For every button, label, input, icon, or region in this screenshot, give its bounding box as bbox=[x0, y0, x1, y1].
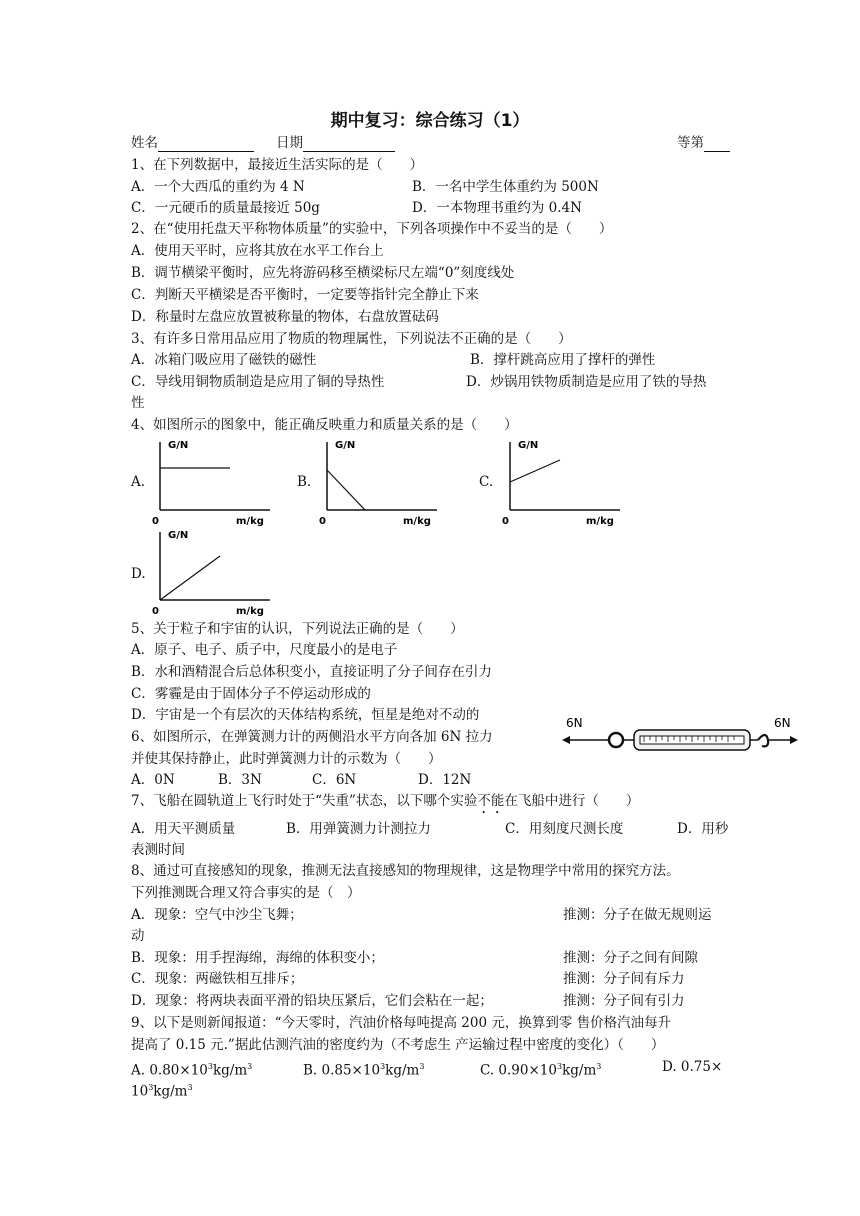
q6-option-c: C．6N bbox=[312, 772, 357, 788]
q7-stem bbox=[131, 792, 639, 817]
q8-option-b-inference: 推测：分子之间有间隙 bbox=[563, 950, 698, 966]
y-axis-label: G/N bbox=[168, 440, 189, 451]
q8-stem-line1: 8、通过可直接感知的现象，推测无法直接感知的物理规律，这是物理学中常用的探究方法。 bbox=[131, 863, 680, 879]
spring-scale-figure bbox=[560, 712, 800, 762]
name-label: 姓名 bbox=[131, 135, 158, 151]
q4-letter-d: D. bbox=[131, 566, 146, 582]
origin-label: 0 bbox=[152, 516, 159, 526]
q7-option-c: C．用刻度尺测长度 bbox=[505, 821, 624, 837]
q7-option-b: B．用弹簧测力计测拉力 bbox=[286, 821, 431, 837]
q4-graph-b bbox=[317, 432, 443, 526]
y-axis-label: G/N bbox=[335, 440, 356, 451]
q2-option-d: D．称量时左盘应放置被称量的物体，右盘放置砝码 bbox=[131, 309, 439, 325]
q9-stem-line2: 提高了 0.15 元.”据此估测汽油的密度约为（不考虑生 产运输过程中密度的变化）（ ） bbox=[131, 1037, 665, 1053]
origin-label: 0 bbox=[152, 606, 159, 616]
q3-option-a: A．冰箱门吸应用了磁铁的磁性 bbox=[131, 352, 317, 368]
q1-option-a: A．一个大西瓜的重约为 4 N bbox=[131, 179, 305, 195]
q4-letter-c: C. bbox=[479, 474, 494, 490]
q2-option-b: B．调节横梁平衡时，应先将游码移至横梁标尺左端“0”刻度线处 bbox=[131, 265, 515, 281]
q5-option-d: D．宇宙是一个有层次的天体结构系统，恒星是绝对不动的 bbox=[131, 707, 480, 723]
q1-option-c: C．一元硬币的质量最接近 50g bbox=[131, 200, 320, 216]
q9-stem-line1: 9、以下是则新闻报道：“今天零时，汽油价格每吨提高 200 元，换算到零 售价格汽油每升 bbox=[131, 1015, 672, 1031]
grade-blank[interactable] bbox=[704, 137, 730, 152]
q7-stem-emphasis: 不能 bbox=[477, 793, 505, 809]
q5-option-b: B．水和酒精混合后总体积变小，直接证明了分子间存在引力 bbox=[131, 664, 492, 680]
y-axis-label: G/N bbox=[518, 440, 539, 451]
q3-option-d: D．炒锅用铁物质制造是应用了铁的导热 bbox=[466, 374, 707, 390]
q7-stem-pre: 7、飞船在圆轨道上飞行时处于“失重”状态，以下哪个实验 bbox=[131, 793, 478, 809]
q2-option-c: C．判断天平横梁是否平衡时，一定要等指针完全静止下来 bbox=[131, 287, 479, 303]
q6-option-b: B．3N bbox=[218, 772, 262, 788]
q7-option-d-cont: 表测时间 bbox=[131, 842, 185, 858]
force-left-label: 6N bbox=[566, 716, 583, 730]
header-row bbox=[131, 134, 254, 152]
force-right-label: 6N bbox=[774, 716, 791, 730]
x-axis-label: m/kg bbox=[236, 516, 264, 526]
q8-option-b: B．现象：用手捏海绵，海绵的体积变小； bbox=[131, 950, 384, 966]
q1-stem: 1、在下列数据中，最接近生活实际的是（ ） bbox=[131, 157, 424, 173]
right-arrow-icon bbox=[790, 736, 798, 744]
q2-option-a: A．使用天平时，应将其放在水平工作台上 bbox=[131, 243, 384, 259]
x-axis-label: m/kg bbox=[586, 516, 614, 526]
q4-letter-b: B. bbox=[297, 474, 312, 490]
q3-stem: 3、有许多日常用品应用了物质的物理属性，下列说法不正确的是（ ） bbox=[131, 331, 572, 347]
q4-stem: 4、如图所示的图象中，能正确反映重力和质量关系的是（ ） bbox=[131, 417, 518, 433]
q5-option-a: A．原子、电子、质子中，尺度最小的是电子 bbox=[131, 642, 398, 658]
q9-option-a: A. $0.80\times 10^3kg/m^3$ bbox=[131, 1062, 253, 1079]
x-axis-label: m/kg bbox=[403, 516, 431, 526]
q6-stem-line1: 6、如图所示，在弹簧测力计的两侧沿水平方向各加 6N 拉力 bbox=[131, 729, 493, 745]
q6-option-a: A．0N bbox=[131, 772, 175, 788]
q8-option-c: C．现象：两磁铁相互排斥； bbox=[131, 971, 304, 987]
q5-stem: 5、关于粒子和宇宙的认识，下列说法正确的是（ ） bbox=[131, 621, 464, 637]
graph-line bbox=[327, 470, 365, 510]
q4-graph-d bbox=[150, 522, 276, 616]
q8-option-a: A．现象：空气中沙尘飞舞； bbox=[131, 907, 303, 923]
grade-field bbox=[677, 134, 730, 152]
date-label: 日期 bbox=[276, 135, 303, 151]
left-arrow-icon bbox=[562, 736, 570, 744]
q9-option-c: C. $0.90\times 10^3kg/m^3$ bbox=[480, 1062, 602, 1079]
q5-option-c: C．雾霾是由于固体分子不停运动形成的 bbox=[131, 686, 371, 702]
q9-option-d-cont: $10^3kg/m^3$ bbox=[131, 1083, 193, 1100]
q8-option-c-inference: 推测：分子间有斥力 bbox=[563, 971, 685, 987]
q1-option-b: B．一名中学生体重约为 500N bbox=[412, 179, 599, 195]
q8-option-a-cont: 动 bbox=[131, 928, 145, 944]
q7-stem-post: 在飞船中进行（ ） bbox=[504, 793, 640, 809]
origin-label: 0 bbox=[502, 516, 509, 526]
q9-option-d: D. 0.75× bbox=[662, 1059, 723, 1075]
date-field bbox=[276, 134, 395, 152]
q3-option-c: C．导线用铜物质制造是应用了铜的导热性 bbox=[131, 374, 385, 390]
ring-icon bbox=[609, 733, 623, 747]
name-blank[interactable] bbox=[158, 137, 254, 152]
origin-label: 0 bbox=[319, 516, 326, 526]
q4-graph-a bbox=[150, 432, 276, 526]
q7-option-d: D．用秒 bbox=[677, 821, 729, 837]
q3-option-d-cont: 性 bbox=[131, 395, 145, 411]
q3-option-b: B．撑杆跳高应用了撑杆的弹性 bbox=[470, 352, 656, 368]
graph-line bbox=[160, 556, 220, 600]
date-blank[interactable] bbox=[303, 137, 395, 152]
q9-option-b: B. $0.85\times 10^3kg/m^3$ bbox=[303, 1062, 425, 1079]
q8-option-a-inference: 推测：分子在做无规则运 bbox=[563, 907, 712, 923]
y-axis-label: G/N bbox=[168, 530, 189, 541]
q6-option-d: D．12N bbox=[418, 772, 472, 788]
page-title: 期中复习：综合练习（1） bbox=[330, 111, 530, 131]
q8-option-d-inference: 推测：分子间有引力 bbox=[563, 993, 685, 1009]
grade-label: 等第 bbox=[677, 135, 704, 151]
q6-stem-line2: 并使其保持静止，此时弹簧测力计的示数为（ ） bbox=[131, 751, 442, 767]
graph-line bbox=[510, 460, 560, 482]
hook-icon bbox=[758, 735, 768, 746]
q8-option-d: D．现象：将两块表面平滑的铅块压紧后，它们会粘在一起； bbox=[131, 993, 493, 1009]
q8-stem-line2: 下列推测既合理又符合事实的是（ ） bbox=[131, 885, 361, 901]
x-axis-label: m/kg bbox=[236, 606, 264, 616]
q4-graph-c bbox=[500, 432, 626, 526]
q7-option-a: A．用天平测质量 bbox=[131, 821, 236, 837]
q1-option-d: D．一本物理书重约为 0.4N bbox=[412, 200, 582, 216]
q4-letter-a: A. bbox=[131, 474, 146, 490]
q2-stem: 2、在“使用托盘天平称物体质量”的实验中，下列各项操作中不妥当的是（ ） bbox=[131, 221, 613, 237]
